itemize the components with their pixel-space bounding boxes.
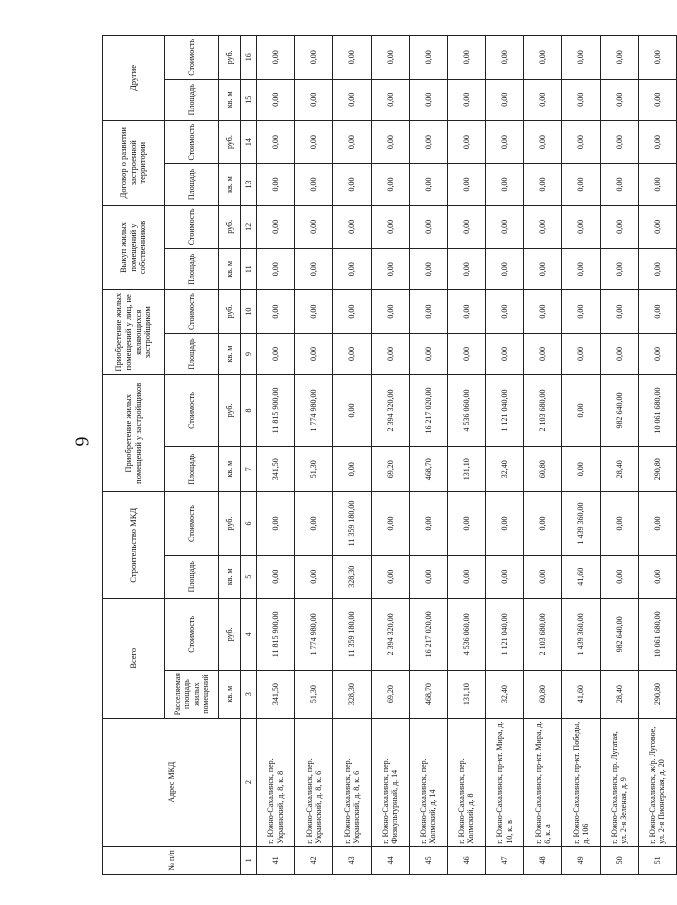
cell-area: 0,00: [295, 164, 333, 205]
cell-area: 290,80: [638, 446, 676, 492]
row-address: г. Южно-Сахалинск, пр. Лугатая, ул. 2-я Зеленая, д. 9: [600, 718, 638, 846]
cell-cost: 0,00: [447, 290, 485, 333]
cell-area: 0,00: [371, 555, 409, 598]
cell-cost: 0,00: [409, 205, 447, 248]
header-area: Площадь: [165, 164, 219, 205]
cell-cost: 0,00: [486, 205, 524, 248]
cell-area: 32,40: [486, 670, 524, 718]
unit-area: кв. м: [219, 670, 241, 718]
cell-area: 32,40: [486, 446, 524, 492]
unit-area: кв. м: [219, 164, 241, 205]
header-group-other: Другие: [103, 36, 165, 121]
cell-area: 0,00: [333, 79, 371, 120]
cell-area: 290,80: [638, 670, 676, 718]
cell-cost: 0,00: [562, 205, 600, 248]
col-number: 12: [241, 205, 257, 248]
cell-cost: 0,00: [333, 290, 371, 333]
cell-cost: 0,00: [447, 492, 485, 555]
cell-area: 0,00: [295, 333, 333, 374]
table-row: [257, 36, 295, 875]
col-number: 14: [241, 120, 257, 163]
row-address: г. Южно-Сахалинск, пр-кт. Мира, д. 10, к. в: [486, 718, 524, 846]
row-number: 50: [600, 846, 638, 874]
cell-cost: 0,00: [638, 120, 676, 163]
unit-area: кв. м: [219, 333, 241, 374]
cell-cost: 11 815 900,00: [257, 375, 295, 447]
cell-cost: 2 103 680,00: [524, 598, 562, 670]
cell-cost: 16 217 020,00: [409, 375, 447, 447]
cell-area: 0,00: [562, 446, 600, 492]
cell-area: 0,00: [562, 164, 600, 205]
col-number: 13: [241, 164, 257, 205]
cell-cost: 0,00: [409, 36, 447, 80]
row-address: г. Южно-Сахалинск, пер. Украинский, д. 8, к. 6: [295, 718, 333, 846]
cell-area: 0,00: [486, 79, 524, 120]
header-cost: Стоимость: [165, 205, 219, 248]
cell-area: 28,40: [600, 670, 638, 718]
col-number: 3: [241, 670, 257, 718]
unit-cost: руб.: [219, 598, 241, 670]
row-address: г. Южно-Сахалинск, ж/р. Луговое, ул. 2-я Пионерская, д. 20: [638, 718, 676, 846]
cell-cost: 1 439 360,00: [562, 492, 600, 555]
cell-area: 41,60: [562, 555, 600, 598]
resettlement-table: [102, 35, 677, 875]
cell-cost: 10 061 680,00: [638, 375, 676, 447]
cell-cost: 0,00: [295, 290, 333, 333]
cell-area: 0,00: [295, 249, 333, 290]
cell-area: 0,00: [447, 555, 485, 598]
row-number: 44: [371, 846, 409, 874]
unit-cost: руб.: [219, 36, 241, 80]
cell-cost: 1 121 040,00: [486, 598, 524, 670]
cell-cost: 0,00: [447, 120, 485, 163]
cell-cost: 0,00: [333, 375, 371, 447]
cell-cost: 11 359 180,00: [333, 598, 371, 670]
table-row: [638, 36, 676, 875]
cell-area: 0,00: [638, 555, 676, 598]
cell-cost: 0,00: [371, 492, 409, 555]
table-row: [447, 36, 485, 875]
cell-area: 0,00: [447, 333, 485, 374]
cell-area: 328,30: [333, 555, 371, 598]
cell-cost: 0,00: [600, 205, 638, 248]
row-number: 48: [524, 846, 562, 874]
cell-cost: 0,00: [600, 120, 638, 163]
col-number: 1: [241, 846, 257, 874]
cell-cost: 4 536 060,00: [447, 375, 485, 447]
cell-area: 0,00: [333, 333, 371, 374]
cell-area: 0,00: [295, 555, 333, 598]
cell-area: 0,00: [295, 79, 333, 120]
cell-cost: 1 121 040,00: [486, 375, 524, 447]
cell-area: 0,00: [524, 249, 562, 290]
cell-area: 0,00: [486, 164, 524, 205]
header-cost: Стоимость: [165, 598, 219, 670]
row-address: г. Южно-Сахалинск, пр-кт. Победы, д. 106: [562, 718, 600, 846]
cell-cost: 0,00: [524, 120, 562, 163]
col-number: 11: [241, 249, 257, 290]
table-row: [486, 36, 524, 875]
cell-area: 69,20: [371, 446, 409, 492]
cell-cost: 0,00: [333, 36, 371, 80]
cell-cost: 0,00: [257, 205, 295, 248]
cell-cost: 11 815 900,00: [257, 598, 295, 670]
cell-cost: 0,00: [257, 36, 295, 80]
cell-cost: 0,00: [447, 205, 485, 248]
cell-area: 0,00: [257, 249, 295, 290]
table-row: [600, 36, 638, 875]
cell-cost: 0,00: [371, 120, 409, 163]
col-number: 15: [241, 79, 257, 120]
cell-cost: 1 774 980,00: [295, 598, 333, 670]
cell-area: 328,30: [333, 670, 371, 718]
cell-area: 131,10: [447, 446, 485, 492]
cell-area: 0,00: [524, 164, 562, 205]
header-cost: Стоимость: [165, 120, 219, 163]
table-body: [257, 36, 677, 875]
cell-cost: 0,00: [486, 120, 524, 163]
cell-area: 0,00: [409, 555, 447, 598]
cell-area: 0,00: [638, 79, 676, 120]
cell-cost: 4 536 060,00: [447, 598, 485, 670]
table-row: [333, 36, 371, 875]
cell-area: 0,00: [409, 164, 447, 205]
row-number: 51: [638, 846, 676, 874]
row-number: 43: [333, 846, 371, 874]
cell-area: 0,00: [600, 79, 638, 120]
cell-cost: 0,00: [371, 205, 409, 248]
cell-cost: 0,00: [486, 290, 524, 333]
cell-area: 60,80: [524, 670, 562, 718]
row-number: 47: [486, 846, 524, 874]
cell-cost: 1 774 980,00: [295, 375, 333, 447]
cell-cost: 0,00: [371, 36, 409, 80]
col-number: 16: [241, 36, 257, 80]
cell-area: 0,00: [257, 333, 295, 374]
cell-area: 0,00: [371, 333, 409, 374]
cell-area: 0,00: [600, 249, 638, 290]
cell-area: 28,40: [600, 446, 638, 492]
cell-cost: 0,00: [409, 492, 447, 555]
header-cost: Стоимость: [165, 375, 219, 447]
unit-area: кв. м: [219, 79, 241, 120]
cell-cost: 0,00: [562, 120, 600, 163]
col-number: 9: [241, 333, 257, 374]
cell-area: 60,80: [524, 446, 562, 492]
header-group-total: Всего: [103, 598, 165, 718]
unit-cost: руб.: [219, 492, 241, 555]
cell-area: 0,00: [562, 79, 600, 120]
cell-cost: 16 217 020,00: [409, 598, 447, 670]
header-area: Площадь: [165, 555, 219, 598]
cell-area: 51,30: [295, 446, 333, 492]
cell-cost: 0,00: [524, 290, 562, 333]
cell-cost: 0,00: [638, 290, 676, 333]
row-number: 49: [562, 846, 600, 874]
cell-cost: 0,00: [257, 120, 295, 163]
cell-area: 0,00: [638, 164, 676, 205]
cell-cost: 0,00: [257, 492, 295, 555]
unit-cost: руб.: [219, 205, 241, 248]
col-number: 4: [241, 598, 257, 670]
cell-area: 0,00: [333, 249, 371, 290]
cell-cost: 0,00: [562, 375, 600, 447]
unit-area: кв. м: [219, 249, 241, 290]
header-area: Площадь: [165, 446, 219, 492]
header-row-col-numbers: [241, 36, 257, 875]
unit-area: кв. м: [219, 446, 241, 492]
cell-cost: 982 640,00: [600, 375, 638, 447]
cell-area: 341,50: [257, 670, 295, 718]
cell-area: 0,00: [600, 333, 638, 374]
row-number: 45: [409, 846, 447, 874]
table-row: [562, 36, 600, 875]
row-number: 41: [257, 846, 295, 874]
cell-area: 0,00: [638, 249, 676, 290]
cell-area: 0,00: [600, 164, 638, 205]
cell-cost: 2 394 320,00: [371, 375, 409, 447]
header-area: Площадь: [165, 249, 219, 290]
cell-area: 0,00: [257, 79, 295, 120]
cell-cost: 0,00: [638, 36, 676, 80]
cell-cost: 0,00: [562, 36, 600, 80]
cell-cost: 0,00: [295, 120, 333, 163]
row-address: г. Южно-Сахалинск, пер. Украинский, д. 8, к. 8: [257, 718, 295, 846]
cell-area: 0,00: [257, 555, 295, 598]
page-number: 6: [70, 436, 93, 447]
cell-area: 0,00: [524, 555, 562, 598]
cell-cost: 0,00: [600, 492, 638, 555]
header-cost: Стоимость: [165, 492, 219, 555]
cell-cost: 0,00: [295, 492, 333, 555]
cell-cost: 0,00: [600, 290, 638, 333]
table-row: [409, 36, 447, 875]
cell-cost: 0,00: [562, 290, 600, 333]
row-address: г. Южно-Сахалинск, пер. Украинский, д. 8, к. 6: [333, 718, 371, 846]
col-number: 2: [241, 718, 257, 846]
cell-area: 131,10: [447, 670, 485, 718]
cell-area: 0,00: [486, 249, 524, 290]
cell-area: 51,30: [295, 670, 333, 718]
cell-cost: 0,00: [333, 120, 371, 163]
unit-cost: руб.: [219, 375, 241, 447]
col-number: 7: [241, 446, 257, 492]
header-area: Площадь: [165, 79, 219, 120]
cell-cost: 0,00: [524, 36, 562, 80]
col-number: 5: [241, 555, 257, 598]
cell-area: 468,70: [409, 670, 447, 718]
header-group-buyout: Выкуп жилых помещений у собственников: [103, 205, 165, 290]
cell-area: 0,00: [447, 249, 485, 290]
cell-area: 0,00: [486, 555, 524, 598]
row-address: г. Южно-Сахалинск, пр-кт. Мира, д. 6, к. а: [524, 718, 562, 846]
cell-cost: 2 103 680,00: [524, 375, 562, 447]
header-group-non-developers: Приобретение жилых помещений у лиц, не являющихся застройщиком: [103, 290, 165, 375]
cell-area: 0,00: [371, 164, 409, 205]
cell-area: 0,00: [371, 249, 409, 290]
header-cost: Стоимость: [165, 290, 219, 333]
cell-cost: 0,00: [409, 290, 447, 333]
cell-area: 0,00: [562, 249, 600, 290]
cell-cost: 0,00: [447, 36, 485, 80]
cell-area: 0,00: [486, 333, 524, 374]
row-address: г. Южно-Сахалинск, пер. Холмский, д. 14: [409, 718, 447, 846]
cell-cost: 1 439 360,00: [562, 598, 600, 670]
cell-cost: 0,00: [486, 36, 524, 80]
header-group-development: Договор о развитии застроенной территории: [103, 120, 165, 205]
cell-area: 0,00: [409, 333, 447, 374]
cell-cost: 0,00: [371, 290, 409, 333]
cell-cost: 0,00: [638, 205, 676, 248]
cell-area: 41,60: [562, 670, 600, 718]
cell-area: 0,00: [562, 333, 600, 374]
header-row-groups: [103, 36, 165, 875]
cell-cost: 0,00: [257, 290, 295, 333]
cell-area: 0,00: [371, 79, 409, 120]
row-number: 46: [447, 846, 485, 874]
col-number: 10: [241, 290, 257, 333]
cell-area: 0,00: [447, 79, 485, 120]
cell-area: 0,00: [524, 79, 562, 120]
col-number: 8: [241, 375, 257, 447]
cell-cost: 0,00: [409, 120, 447, 163]
header-address: Адрес МКД: [103, 718, 241, 846]
cell-cost: 982 640,00: [600, 598, 638, 670]
header-group-developers: Приобретение жилых помещений у застройщиков: [103, 375, 165, 492]
cell-cost: 0,00: [295, 205, 333, 248]
cell-cost: 0,00: [486, 492, 524, 555]
unit-area: кв. м: [219, 555, 241, 598]
cell-cost: 0,00: [333, 205, 371, 248]
cell-area: 0,00: [333, 446, 371, 492]
cell-cost: 0,00: [600, 36, 638, 80]
cell-area: 0,00: [409, 79, 447, 120]
row-address: г. Южно-Сахалинск, пер. Холмский, д. 8: [447, 718, 485, 846]
cell-cost: 0,00: [295, 36, 333, 80]
col-number: 6: [241, 492, 257, 555]
cell-area: 468,70: [409, 446, 447, 492]
cell-cost: 0,00: [524, 205, 562, 248]
cell-area: 0,00: [638, 333, 676, 374]
row-address: г. Южно-Сахалинск, пер. Физкультурный, д. 14: [371, 718, 409, 846]
header-cost: Стоимость: [165, 36, 219, 80]
unit-cost: руб.: [219, 120, 241, 163]
cell-area: 0,00: [257, 164, 295, 205]
header-num: № п/п: [103, 846, 241, 874]
cell-cost: 0,00: [524, 492, 562, 555]
table-row: [524, 36, 562, 875]
cell-area: 0,00: [524, 333, 562, 374]
cell-area: 0,00: [333, 164, 371, 205]
cell-cost: 11 359 180,00: [333, 492, 371, 555]
rotated-table-wrapper: [102, 35, 677, 875]
row-number: 42: [295, 846, 333, 874]
cell-area: 341,50: [257, 446, 295, 492]
header-group-construction: Строительство МКД: [103, 492, 165, 598]
cell-cost: 10 061 680,00: [638, 598, 676, 670]
cell-area: 0,00: [600, 555, 638, 598]
cell-area: 0,00: [409, 249, 447, 290]
cell-area: 0,00: [447, 164, 485, 205]
cell-cost: 0,00: [638, 492, 676, 555]
header-area-total: Расселяемая площадь жилых помещений: [165, 670, 219, 718]
cell-area: 69,20: [371, 670, 409, 718]
header-area: Площадь: [165, 333, 219, 374]
unit-cost: руб.: [219, 290, 241, 333]
table-row: [295, 36, 333, 875]
cell-cost: 2 394 320,00: [371, 598, 409, 670]
table-row: [371, 36, 409, 875]
